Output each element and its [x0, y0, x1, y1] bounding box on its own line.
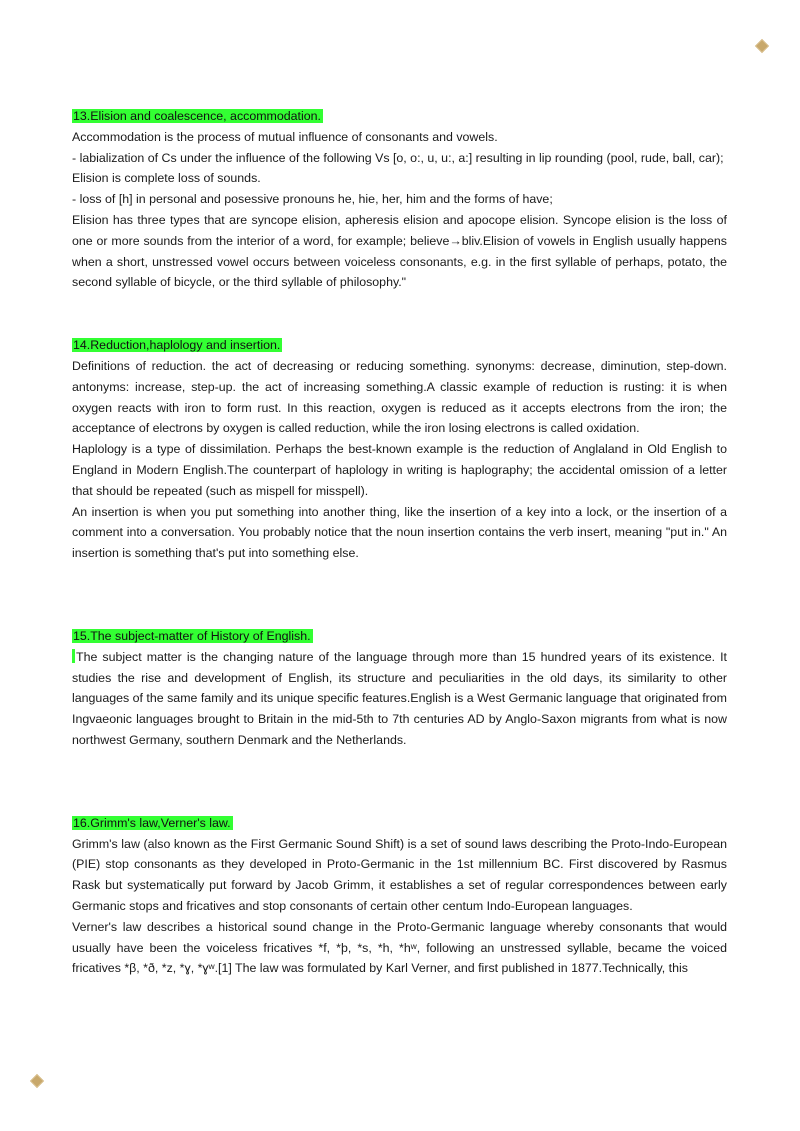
section-14	[72, 335, 727, 564]
section-heading[interactable]: 15.The subject-matter of History of English.	[73, 628, 311, 643]
paragraph: Verner's law describes a historical sound change in the Proto-Germanic language whereby consonants that would usually have been the voiceless fricatives *f, *þ, *s, *h, *hʷ, following an unstressed syllable, became the voiced fricatives *β, *ð, *z, *ɣ, *ɣʷ.[1] The law was formulated by Karl Verner, and first published in 1877.Technically, this	[72, 919, 727, 976]
paragraph: Grimm's law (also known as the First Germanic Sound Shift) is a set of sound laws describing the Proto-Indo-European (PIE) stop consonants as they developed in Proto-Germanic in the 1st millennium BC. First discovered by Rasmus Rask but systematically put forward by Jacob Grimm, it establishes a set of regular correspondences between early Germanic stops and fricatives and stop consonants of certain other centum Indo-European languages.	[72, 836, 727, 913]
paragraph: An insertion is when you put something into another thing, like the insertion of a key into a lock, or the insertion of a comment into a conversation. You probably notice that the noun insertion contains the verb insert, meaning "put in." An insertion is something that's put into something else.	[72, 504, 727, 561]
diamond-ornament-icon	[30, 1074, 44, 1088]
paragraph: - loss of [h] in personal and posessive pronouns he, hie, her, him and the forms of have;	[72, 192, 553, 207]
text-cursor	[72, 649, 75, 663]
section-heading[interactable]: 14.Reduction,haplology and insertion.	[73, 338, 281, 353]
paragraph: - labialization of Cs under the influence of the following Vs [o, o:, u, u:, a:] resulting in lip rounding (pool, rude, ball, car);	[72, 150, 724, 165]
paragraph	[72, 647, 727, 751]
paragraph-text: The subject matter is the changing nature of the language through more than 15 hundred years of its existence. It studies the rise and development of English, its structure and peculiarities in the old days, its similarity to other languages of the same family and its unique specific features.English is a West Germanic language that originated from Ingvaeonic languages brought to Britain in the mid-5th to 7th centuries AD by Anglo-Saxon migrants from what is now northwest Germany, southern Denmark and the Netherlands.	[72, 649, 727, 747]
section-heading[interactable]: 16.Grimm's law,Verner's law.	[73, 815, 231, 830]
paragraph: Elision is complete loss of sounds.	[72, 171, 261, 186]
document-body	[72, 106, 727, 979]
section-15	[72, 626, 727, 751]
section-13	[72, 106, 727, 293]
paragraph: Elision has three types that are syncope elision, apheresis elision and apocope elision. Syncope elision is the loss of one or more sounds from the interior of a word, for example; believe→bliv.Elision of vowels in English usually happens when a short, unstressed vowel occurs between voiceless consonants, e.g. in the first syllable of perhaps, potato, the second syllable of bicycle, or the third syllable of philosophy."	[72, 212, 727, 290]
section-16	[72, 813, 727, 979]
section-heading[interactable]: 13.Elision and coalescence, accommodation.	[73, 109, 321, 123]
paragraph: Accommodation is the process of mutual influence of consonants and vowels.	[72, 129, 498, 144]
paragraph: Definitions of reduction. the act of decreasing or reducing something. synonyms: decrease, diminution, step-down. antonyms: increase, step-up. the act of increasing something.A classic example of reduction is rusting: it is when oxygen reacts with iron to form rust. In this reaction, oxygen is reduced as it accepts electrons from the iron; the acceptance of electrons by oxygen is called reduction, while the iron losing electrons is called oxidation.	[72, 358, 727, 436]
diamond-ornament-icon	[755, 39, 769, 53]
paragraph: Haplology is a type of dissimilation. Perhaps the best-known example is the reduction of Anglaland in Old English to England in Modern English.The counterpart of haplology in writing is haplography; the accidental omission of a letter that should be repeated (such as mispell for misspell).	[72, 442, 727, 498]
